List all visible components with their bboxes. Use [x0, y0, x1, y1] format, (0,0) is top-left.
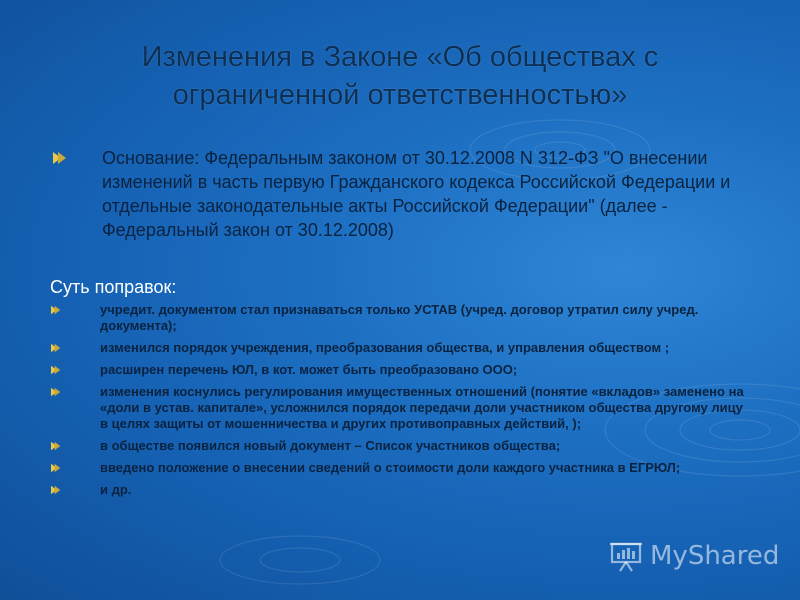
arrow-bullet-icon — [50, 463, 62, 473]
list-item — [50, 460, 750, 476]
list-item — [50, 302, 750, 334]
essence-heading: Суть поправок: — [50, 277, 177, 297]
list-item-text: изменился порядок учреждения, преобразования общества, и управления обществом ; — [100, 340, 670, 355]
list-item-text: и др. — [100, 482, 132, 497]
arrow-bullet-icon — [50, 441, 62, 451]
list-item-text: расширен перечень ЮЛ, в кот. может быть преобразовано ООО; — [100, 362, 518, 377]
basis-paragraph — [52, 146, 752, 242]
basis-text: Основание: Федеральным законом от 30.12.2008 N 312-ФЗ "О внесении изменений в часть первую Гражданского кодекса Российской Федерации и отдельные законодательные акты Российской Федерации" (далее - Федеральный закон от 30.12.2008) — [102, 148, 731, 240]
arrow-bullet-icon — [50, 365, 62, 375]
list-item-text: введено положение о внесении сведений о стоимости доли каждого участника в ЕГРЮЛ; — [100, 460, 681, 475]
list-item — [50, 482, 750, 498]
list-item — [50, 340, 750, 356]
list-item — [50, 384, 750, 432]
list-item — [50, 362, 750, 378]
presentation-board-icon — [608, 538, 644, 574]
slide-title-line: ограниченной ответственностью» — [172, 79, 628, 111]
slide-title-line: Изменения в Законе «Об обществах с — [141, 41, 659, 73]
arrow-bullet-icon — [50, 343, 62, 353]
arrow-bullet-icon — [50, 305, 62, 315]
amendments-list — [50, 302, 750, 504]
list-item-text: изменения коснулись регулирования имущественных отношений (понятие «вкладов» заменено на «доли в устав. капитале», усложнился порядок передачи доли участником общества другому лицу в целях защиты от мошенничества и других противоправных действий, ); — [100, 384, 744, 431]
list-item — [50, 438, 750, 454]
basis-bullet — [52, 146, 752, 242]
arrow-bullet-icon — [50, 485, 62, 495]
arrow-bullet-icon — [50, 387, 62, 397]
list-item-text: учредит. документом стал признаваться только УСТАВ (учред. договор утратил силу учред. документа); — [100, 302, 699, 333]
watermark-text: MyShared — [650, 541, 780, 571]
slide-title — [60, 38, 740, 114]
arrow-bullet-icon — [52, 151, 68, 165]
list-item-text: в обществе появился новый документ – Список участников общества; — [100, 438, 561, 453]
myshared-watermark[interactable] — [608, 536, 779, 576]
